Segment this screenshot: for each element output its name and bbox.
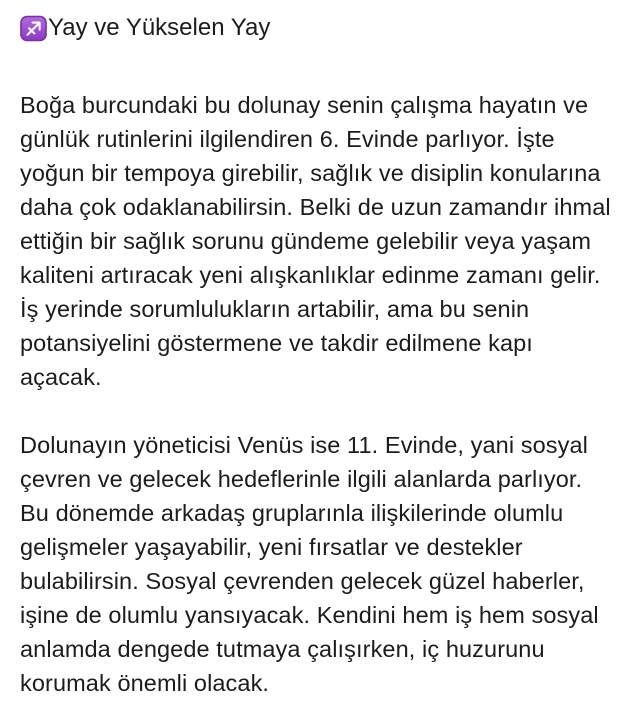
text-line: Bu dönemde arkadaş gruplarınla ilişkilerinde olumlu xyxy=(20,500,564,526)
text-line: günlük rutinlerini ilgilendiren 6. Evinde parlıyor. İşte xyxy=(20,126,555,152)
text-line: Boğa burcundaki bu dolunay senin çalışma hayatın ve xyxy=(20,92,589,118)
text-line: daha çok odaklanabilirsin. Belki de uzun zamandır ihmal xyxy=(20,194,611,220)
text-line: anlamda dengede tutmaya çalışırken, iç huzurunu xyxy=(20,636,545,662)
text-line: işine de olumlu yansıyacak. Kendini hem iş hem sosyal xyxy=(20,602,599,628)
text-line: potansiyelini göstermene ve takdir edilmene kapı xyxy=(20,330,533,356)
text-line: kaliteni artıracak yeni alışkanlıklar edinme zamanı gelir. xyxy=(20,262,601,288)
text-line: gelişmeler yaşayabilir, yeni fırsatlar ve destekler xyxy=(20,534,523,560)
text-line: bulabilirsin. Sosyal çevrenden gelecek güzel haberler, xyxy=(20,568,585,594)
text-line: Dolunayın yöneticisi Venüs ise 11. Evinde, yani sosyal xyxy=(20,432,588,458)
text-line: çevren ve gelecek hedeflerinle ilgili alanlarda parlıyor. xyxy=(20,466,583,492)
text-line: açacak. xyxy=(20,364,102,390)
document-header xyxy=(20,12,628,44)
text-line: ettiğin bir sağlık sorunu gündeme gelebilir veya yaşam xyxy=(20,228,592,254)
paragraph-work-health xyxy=(20,88,628,394)
page-title: Yay ve Yükselen Yay xyxy=(48,14,271,41)
text-line: İş yerinde sorumlulukların artabilir, ama bu senin xyxy=(20,296,530,322)
sagittarius-emoji xyxy=(20,15,47,42)
text-line: korumak önemli olacak. xyxy=(20,670,270,696)
text-line: yoğun bir tempoya girebilir, sağlık ve disiplin konularına xyxy=(20,160,601,186)
paragraph-social-future xyxy=(20,428,628,700)
